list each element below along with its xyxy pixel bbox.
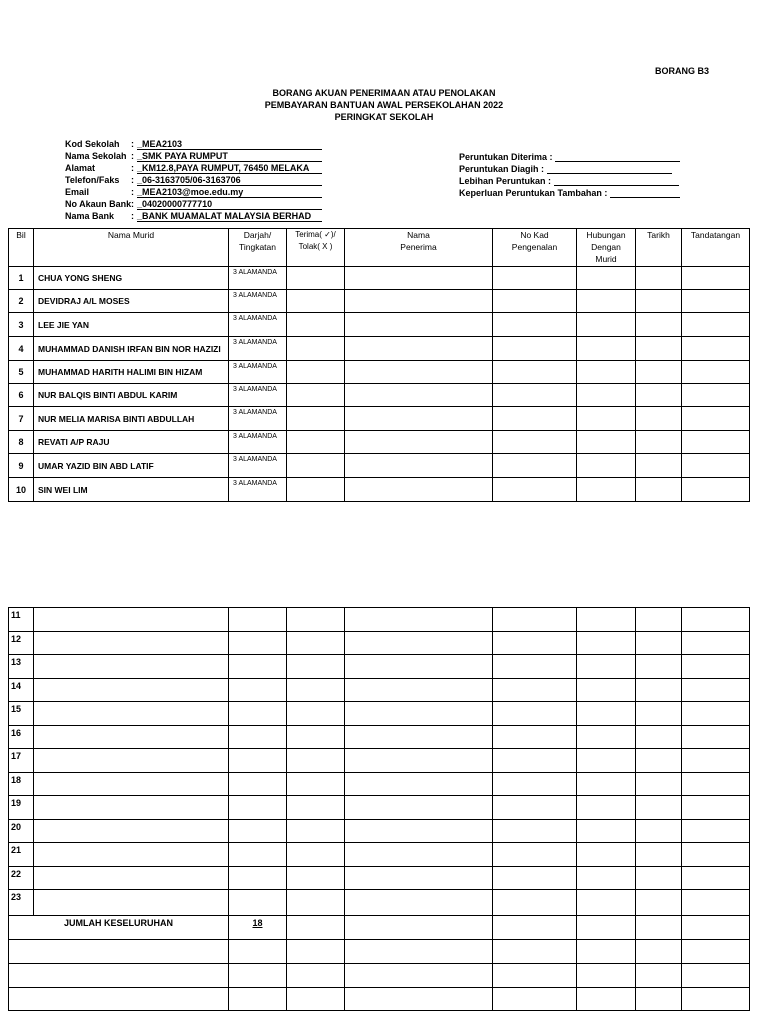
signature-cell[interactable] (682, 843, 750, 867)
recipient-name-cell[interactable] (345, 773, 493, 796)
signature-cell[interactable] (682, 454, 750, 478)
class-cell[interactable] (229, 632, 287, 655)
row-bil: 9 (9, 454, 34, 478)
student-class: 3 ALAMANDA (229, 478, 287, 502)
date-cell[interactable] (636, 773, 682, 796)
relationship-cell[interactable] (577, 867, 636, 890)
info-label: Kod Sekolah (65, 139, 120, 149)
relationship-cell[interactable] (577, 384, 636, 407)
relationship-cell[interactable] (577, 773, 636, 796)
phone-value: _06-3163705/06-3163706 (137, 175, 322, 186)
relationship-cell[interactable] (577, 632, 636, 655)
student-name: REVATI A/P RAJU (34, 431, 229, 454)
email-row: Email : _MEA2103@moe.edu.my (65, 187, 322, 198)
date-cell[interactable] (636, 820, 682, 843)
student-name: CHUA YONG SHENG (34, 267, 229, 290)
signature-cell[interactable] (682, 431, 750, 454)
signature-cell[interactable] (682, 702, 750, 726)
signature-cell[interactable] (682, 361, 750, 384)
table-row (9, 478, 750, 502)
class-cell[interactable] (229, 867, 287, 890)
row-bil: 23 (9, 890, 34, 916)
header-darjah: Darjah/ Tingkatan (229, 229, 287, 267)
accept-reject-cell[interactable] (287, 749, 345, 773)
ic-number-cell[interactable] (493, 384, 577, 407)
accept-reject-cell[interactable] (287, 726, 345, 749)
row-bil: 16 (9, 726, 34, 749)
signature-cell[interactable] (682, 796, 750, 820)
table-row (9, 313, 750, 337)
accept-reject-cell[interactable] (287, 290, 345, 313)
accept-reject-cell[interactable] (287, 679, 345, 702)
relationship-cell[interactable] (577, 313, 636, 337)
email-value: _MEA2103@moe.edu.my (137, 187, 322, 198)
ic-number-cell[interactable] (493, 820, 577, 843)
date-cell[interactable] (636, 726, 682, 749)
date-cell[interactable] (636, 407, 682, 431)
recipient-name-cell[interactable] (345, 726, 493, 749)
row-bil: 17 (9, 749, 34, 773)
student-name-cell[interactable] (34, 796, 229, 820)
blank-row (9, 940, 750, 964)
form-code: BORANG B3 (655, 66, 710, 76)
allocation-surplus-field[interactable] (554, 175, 679, 186)
row-bil: 3 (9, 313, 34, 337)
signature-cell[interactable] (682, 655, 750, 679)
accept-reject-cell[interactable] (287, 843, 345, 867)
ic-number-cell[interactable] (493, 290, 577, 313)
ic-number-cell[interactable] (493, 867, 577, 890)
class-cell[interactable] (229, 820, 287, 843)
student-class: 3 ALAMANDA (229, 290, 287, 313)
recipient-name-cell[interactable] (345, 655, 493, 679)
signature-cell[interactable] (682, 337, 750, 361)
student-name-cell[interactable] (34, 702, 229, 726)
date-cell[interactable] (636, 267, 682, 290)
info-label: Telefon/Faks (65, 175, 120, 185)
table-row (9, 361, 750, 384)
relationship-cell[interactable] (577, 679, 636, 702)
table-row (9, 679, 750, 702)
student-name-cell[interactable] (34, 820, 229, 843)
recipient-name-cell[interactable] (345, 843, 493, 867)
student-class: 3 ALAMANDA (229, 313, 287, 337)
student-name-cell[interactable] (34, 632, 229, 655)
student-name: SIN WEI LIM (34, 478, 229, 502)
ic-number-cell[interactable] (493, 679, 577, 702)
row-bil: 20 (9, 820, 34, 843)
allocation-distributed-row (459, 163, 672, 174)
relationship-cell[interactable] (577, 655, 636, 679)
info-label: Nama Sekolah (65, 151, 127, 161)
student-name: MUHAMMAD HARITH HALIMI BIN HIZAM (34, 361, 229, 384)
signature-cell[interactable] (682, 407, 750, 431)
relationship-cell[interactable] (577, 820, 636, 843)
ic-number-cell[interactable] (493, 407, 577, 431)
signature-cell[interactable] (682, 290, 750, 313)
ic-number-cell[interactable] (493, 773, 577, 796)
date-cell[interactable] (636, 867, 682, 890)
address-value: _KM12.8,PAYA RUMPUT, 76450 MELAKA (137, 163, 322, 174)
signature-cell[interactable] (682, 478, 750, 502)
recipient-name-cell[interactable] (345, 454, 493, 478)
ic-number-cell[interactable] (493, 702, 577, 726)
header-hubungan: Hubungan Dengan Murid (577, 229, 636, 267)
table-row (9, 702, 750, 726)
header-nama-penerima: Nama Penerima (345, 229, 493, 267)
relationship-cell[interactable] (577, 337, 636, 361)
table-row (9, 608, 750, 632)
student-class: 3 ALAMANDA (229, 454, 287, 478)
relationship-cell[interactable] (577, 290, 636, 313)
accept-reject-cell[interactable] (287, 313, 345, 337)
accept-reject-cell[interactable] (287, 608, 345, 632)
date-cell[interactable] (636, 702, 682, 726)
relationship-cell[interactable] (577, 407, 636, 431)
allocation-distributed-field[interactable] (547, 163, 672, 174)
header-terima-tolak: Terima( ✓)/ Tolak( X ) (287, 229, 345, 267)
bank-account-row: No Akaun Bank: _04020000777710 (65, 199, 322, 210)
date-cell[interactable] (636, 478, 682, 502)
accept-reject-cell[interactable] (287, 820, 345, 843)
allocation-label: Keperluan Peruntukan Tambahan : (459, 188, 608, 198)
recipient-name-cell[interactable] (345, 478, 493, 502)
accept-reject-cell[interactable] (287, 478, 345, 502)
student-class: 3 ALAMANDA (229, 337, 287, 361)
row-bil: 21 (9, 843, 34, 867)
header-tandatangan: Tandatangan (682, 229, 750, 267)
class-cell[interactable] (229, 773, 287, 796)
relationship-cell[interactable] (577, 890, 636, 916)
info-label: No Akaun Bank (65, 199, 132, 209)
recipient-name-cell[interactable] (345, 361, 493, 384)
signature-cell[interactable] (682, 632, 750, 655)
student-name: UMAR YAZID BIN ABD LATIF (34, 454, 229, 478)
table-row (9, 726, 750, 749)
allocation-additional-row (459, 187, 680, 198)
allocation-label: Peruntukan Diagih : (459, 164, 545, 174)
row-bil: 6 (9, 384, 34, 407)
recipient-name-cell[interactable] (345, 867, 493, 890)
signature-cell[interactable] (682, 726, 750, 749)
student-name: NUR MELIA MARISA BINTI ABDULLAH (34, 407, 229, 431)
school-name-row: Nama Sekolah : _SMK PAYA RUMPUT (65, 151, 322, 162)
signature-cell[interactable] (682, 773, 750, 796)
recipient-name-cell[interactable] (345, 267, 493, 290)
date-cell[interactable] (636, 608, 682, 632)
class-cell[interactable] (229, 702, 287, 726)
class-cell[interactable] (229, 890, 287, 916)
blank-row (9, 964, 750, 988)
relationship-cell[interactable] (577, 361, 636, 384)
student-name-cell[interactable] (34, 726, 229, 749)
row-bil: 4 (9, 337, 34, 361)
school-code-row: Kod Sekolah : _MEA2103 (65, 139, 322, 150)
header-tarikh: Tarikh (636, 229, 682, 267)
relationship-cell[interactable] (577, 608, 636, 632)
ic-number-cell[interactable] (493, 478, 577, 502)
bank-name-row: Nama Bank : _BANK MUAMALAT MALAYSIA BERHAD (65, 211, 322, 222)
row-bil: 5 (9, 361, 34, 384)
accept-reject-cell[interactable] (287, 337, 345, 361)
students-table (8, 228, 750, 502)
recipient-name-cell[interactable] (345, 608, 493, 632)
table-row (9, 267, 750, 290)
total-label: JUMLAH KESELURUHAN (9, 916, 229, 940)
table-row (9, 655, 750, 679)
ic-number-cell[interactable] (493, 843, 577, 867)
accept-reject-cell[interactable] (287, 454, 345, 478)
class-cell[interactable] (229, 726, 287, 749)
row-bil: 12 (9, 632, 34, 655)
recipient-name-cell[interactable] (345, 290, 493, 313)
date-cell[interactable] (636, 313, 682, 337)
ic-number-cell[interactable] (493, 267, 577, 290)
info-label: Alamat (65, 163, 96, 173)
student-name-cell[interactable] (34, 749, 229, 773)
signature-cell[interactable] (682, 608, 750, 632)
ic-number-cell[interactable] (493, 431, 577, 454)
ic-number-cell[interactable] (493, 726, 577, 749)
student-name: NUR BALQIS BINTI ABDUL KARIM (34, 384, 229, 407)
recipient-name-cell[interactable] (345, 679, 493, 702)
allocation-label: Lebihan Peruntukan : (459, 176, 552, 186)
student-class: 3 ALAMANDA (229, 384, 287, 407)
allocation-received-field[interactable] (555, 151, 680, 162)
table-row (9, 407, 750, 431)
ic-number-cell[interactable] (493, 337, 577, 361)
date-cell[interactable] (636, 796, 682, 820)
bank-account-value: _04020000777710 (137, 199, 322, 210)
recipient-name-cell[interactable] (345, 749, 493, 773)
continuation-table (8, 607, 750, 1011)
student-class: 3 ALAMANDA (229, 267, 287, 290)
ic-number-cell[interactable] (493, 361, 577, 384)
relationship-cell[interactable] (577, 702, 636, 726)
student-name-cell[interactable] (34, 679, 229, 702)
class-cell[interactable] (229, 608, 287, 632)
date-cell[interactable] (636, 679, 682, 702)
table-row (9, 431, 750, 454)
allocation-label: Peruntukan Diterima : (459, 152, 553, 162)
table-row (9, 290, 750, 313)
header-bil: Bil (9, 229, 34, 267)
student-name-cell[interactable] (34, 608, 229, 632)
table-row (9, 890, 750, 916)
relationship-cell[interactable] (577, 478, 636, 502)
relationship-cell[interactable] (577, 267, 636, 290)
recipient-name-cell[interactable] (345, 702, 493, 726)
recipient-name-cell[interactable] (345, 890, 493, 916)
date-cell[interactable] (636, 290, 682, 313)
row-bil: 18 (9, 773, 34, 796)
table-row (9, 820, 750, 843)
row-bil: 1 (9, 267, 34, 290)
accept-reject-cell[interactable] (287, 384, 345, 407)
form-title-line1: BORANG AKUAN PENERIMAAN ATAU PENOLAKAN (272, 88, 496, 98)
row-bil: 19 (9, 796, 34, 820)
signature-cell[interactable] (682, 820, 750, 843)
allocation-received-row (459, 151, 680, 162)
student-name: LEE JIE YAN (34, 313, 229, 337)
relationship-cell[interactable] (577, 843, 636, 867)
accept-reject-cell[interactable] (287, 361, 345, 384)
signature-cell[interactable] (682, 679, 750, 702)
class-cell[interactable] (229, 679, 287, 702)
student-class: 3 ALAMANDA (229, 407, 287, 431)
school-code-value: _MEA2103 (137, 139, 322, 150)
accept-reject-cell[interactable] (287, 407, 345, 431)
ic-number-cell[interactable] (493, 655, 577, 679)
ic-number-cell[interactable] (493, 454, 577, 478)
ic-number-cell[interactable] (493, 632, 577, 655)
row-bil: 14 (9, 679, 34, 702)
total-row (9, 916, 750, 940)
student-name-cell[interactable] (34, 890, 229, 916)
bank-name-value: _BANK MUAMALAT MALAYSIA BERHAD (137, 211, 322, 222)
date-cell[interactable] (636, 454, 682, 478)
accept-reject-cell[interactable] (287, 267, 345, 290)
signature-cell[interactable] (682, 267, 750, 290)
row-bil: 10 (9, 478, 34, 502)
info-label: Email (65, 187, 90, 197)
recipient-name-cell[interactable] (345, 337, 493, 361)
table-row (9, 632, 750, 655)
table-row (9, 454, 750, 478)
info-label: Nama Bank (65, 211, 115, 221)
date-cell[interactable] (636, 384, 682, 407)
signature-cell[interactable] (682, 313, 750, 337)
relationship-cell[interactable] (577, 454, 636, 478)
table-row (9, 384, 750, 407)
table-row (9, 796, 750, 820)
accept-reject-cell[interactable] (287, 890, 345, 916)
allocation-surplus-row (459, 175, 679, 186)
relationship-cell[interactable] (577, 431, 636, 454)
recipient-name-cell[interactable] (345, 431, 493, 454)
relationship-cell[interactable] (577, 796, 636, 820)
date-cell[interactable] (636, 632, 682, 655)
row-bil: 11 (9, 608, 34, 632)
accept-reject-cell[interactable] (287, 431, 345, 454)
accept-reject-cell[interactable] (287, 702, 345, 726)
table-row (9, 749, 750, 773)
ic-number-cell[interactable] (493, 749, 577, 773)
accept-reject-cell[interactable] (287, 796, 345, 820)
student-name: MUHAMMAD DANISH IRFAN BIN NOR HAZIZI (34, 337, 229, 361)
class-cell[interactable] (229, 796, 287, 820)
signature-cell[interactable] (682, 867, 750, 890)
recipient-name-cell[interactable] (345, 796, 493, 820)
class-cell[interactable] (229, 843, 287, 867)
student-name: DEVIDRAJ A/L MOSES (34, 290, 229, 313)
ic-number-cell[interactable] (493, 890, 577, 916)
class-cell[interactable] (229, 655, 287, 679)
allocation-additional-field[interactable] (610, 187, 680, 198)
row-bil: 2 (9, 290, 34, 313)
form-title-line2: PEMBAYARAN BANTUAN AWAL PERSEKOLAHAN 2022 (264, 100, 504, 110)
date-cell[interactable] (636, 843, 682, 867)
relationship-cell[interactable] (577, 749, 636, 773)
address-row: Alamat : _KM12.8,PAYA RUMPUT, 76450 MELAKA (65, 163, 322, 174)
table-row (9, 867, 750, 890)
row-bil: 22 (9, 867, 34, 890)
date-cell[interactable] (636, 749, 682, 773)
student-name-cell[interactable] (34, 843, 229, 867)
date-cell[interactable] (636, 361, 682, 384)
row-bil: 8 (9, 431, 34, 454)
total-value: 18 (229, 916, 287, 940)
recipient-name-cell[interactable] (345, 632, 493, 655)
relationship-cell[interactable] (577, 726, 636, 749)
recipient-name-cell[interactable] (345, 384, 493, 407)
signature-cell[interactable] (682, 749, 750, 773)
recipient-name-cell[interactable] (345, 313, 493, 337)
student-name-cell[interactable] (34, 655, 229, 679)
date-cell[interactable] (636, 431, 682, 454)
student-name-cell[interactable] (34, 773, 229, 796)
accept-reject-cell[interactable] (287, 867, 345, 890)
row-bil: 7 (9, 407, 34, 431)
table-row (9, 337, 750, 361)
phone-row: Telefon/Faks : _06-3163705/06-3163706 (65, 175, 322, 186)
signature-cell[interactable] (682, 384, 750, 407)
row-bil: 13 (9, 655, 34, 679)
date-cell[interactable] (636, 337, 682, 361)
header-nama-murid: Nama Murid (34, 229, 229, 267)
date-cell[interactable] (636, 890, 682, 916)
signature-cell[interactable] (682, 890, 750, 916)
ic-number-cell[interactable] (493, 313, 577, 337)
recipient-name-cell[interactable] (345, 820, 493, 843)
blank-row (9, 988, 750, 1011)
ic-number-cell[interactable] (493, 608, 577, 632)
student-class: 3 ALAMANDA (229, 361, 287, 384)
student-class: 3 ALAMANDA (229, 431, 287, 454)
accept-reject-cell[interactable] (287, 773, 345, 796)
school-name-value: _SMK PAYA RUMPUT (137, 151, 322, 162)
form-title-line3: PERINGKAT SEKOLAH (334, 112, 434, 122)
table-header-row (9, 229, 750, 267)
accept-reject-cell[interactable] (287, 632, 345, 655)
accept-reject-cell[interactable] (287, 655, 345, 679)
ic-number-cell[interactable] (493, 796, 577, 820)
date-cell[interactable] (636, 655, 682, 679)
class-cell[interactable] (229, 749, 287, 773)
row-bil: 15 (9, 702, 34, 726)
recipient-name-cell[interactable] (345, 407, 493, 431)
table-row (9, 773, 750, 796)
header-no-kad: No Kad Pengenalan (493, 229, 577, 267)
table-row (9, 843, 750, 867)
student-name-cell[interactable] (34, 867, 229, 890)
